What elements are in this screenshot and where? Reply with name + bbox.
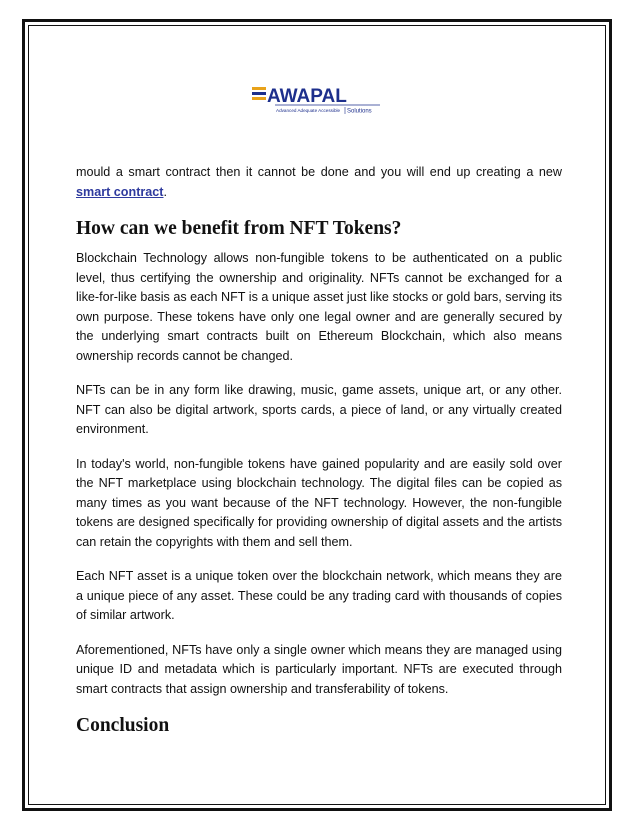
intro-paragraph bbox=[76, 163, 562, 202]
smart-contract-link[interactable]: smart contract bbox=[76, 184, 164, 199]
paragraph-2: NFTs can be in any form like drawing, music, game assets, unique art, or any other. NFT can also be digital artwork, sports cards, a piece of land, or any virtually created environment. bbox=[76, 383, 562, 436]
paragraph-3: In today's world, non-fungible tokens have gained popularity and are easily sold over the NFT marketplace using blockchain technology. The digital files can be copied as many times as you want because of the NFT technology. However, the non-fungible tokens are designed specifically for providing ownership of digital assets and the artists can retain the copyrights with them and sell them. bbox=[76, 456, 562, 549]
section-heading-benefits: How can we benefit from NFT Tokens? bbox=[76, 218, 402, 239]
awapal-logo bbox=[250, 80, 386, 120]
logo-brand-text: AWAPAL bbox=[267, 86, 347, 107]
section-heading-conclusion: Conclusion bbox=[76, 715, 170, 736]
paragraph-5: Aforementioned, NFTs have only a single owner which means they are managed using unique ID and metadata which is particularly important. NFTs are executed through smart contracts that assign ownership and transferability of tokens. bbox=[76, 642, 562, 696]
paragraph-1: Blockchain Technology allows non-fungible tokens to be authenticated on a public level, thus certifying the ownership and originality. NFTs cannot be exchanged for a like-for-like basis as each NFT is a unique asset just like stocks or gold bars, serving its own purpose. These tokens have only one legal owner and are generally secured by the underlying smart contracts built on Ethereum Blockchain, which also means ownership records cannot be changed. bbox=[76, 251, 562, 363]
intro-text: mould a smart contract then it cannot be done and you will end up creating a new bbox=[76, 165, 562, 179]
logo-tagline-right: Solutions bbox=[347, 108, 372, 115]
document-body bbox=[76, 163, 562, 746]
paragraph-4: Each NFT asset is a unique token over the blockchain network, which means they are a unique piece of any asset. These could be any trading card with thousands of copies of similar artwork. bbox=[76, 569, 562, 622]
logo-tagline-left: Advanced Adequate Accessible bbox=[276, 108, 341, 113]
intro-tail: . bbox=[163, 184, 167, 199]
